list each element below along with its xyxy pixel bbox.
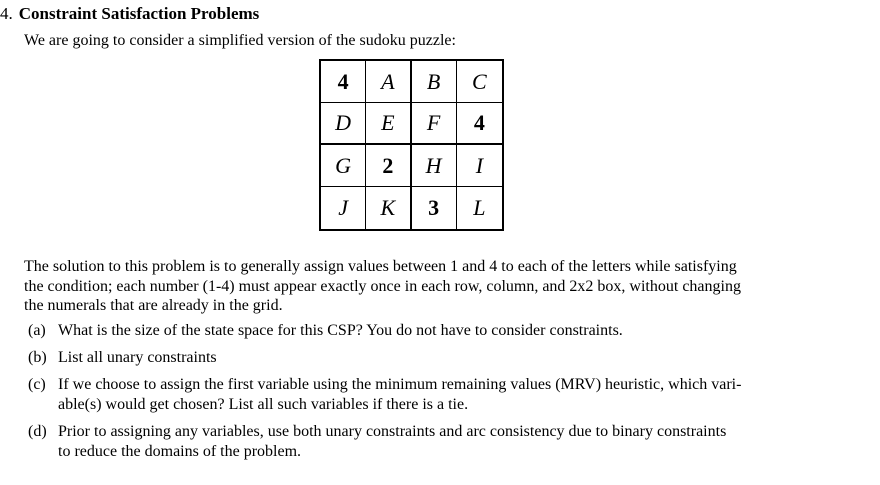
description-paragraph	[24, 257, 836, 316]
question-text: Prior to assigning any variables, use both unary constraints and arc consistency due to binary constraints	[58, 423, 727, 440]
problem-title: Constraint Satisfaction Problems	[18, 4, 260, 23]
question-text: to reduce the domains of the problem.	[58, 442, 302, 460]
question-label: (d)	[28, 423, 47, 440]
variable-cell: B	[412, 61, 457, 103]
variable-cell: D	[321, 103, 366, 145]
given-number-cell: 4	[321, 61, 366, 103]
intro-text: We are going to consider a simplified version of the sudoku puzzle:	[24, 32, 456, 49]
question-text: List all unary constraints	[58, 349, 217, 366]
variable-cell: I	[457, 145, 502, 187]
variable-cell: E	[366, 103, 411, 145]
question-label: (a)	[28, 322, 46, 339]
variable-cell: G	[321, 145, 366, 187]
given-number-cell: 4	[457, 103, 502, 145]
variable-cell: L	[473, 195, 486, 220]
variable-cell: A	[366, 61, 411, 103]
given-number-cell: 2	[366, 145, 411, 187]
problem-heading	[0, 4, 259, 24]
variable-cell: J	[321, 187, 366, 229]
variable-cell: K	[366, 187, 411, 229]
question-label: (b)	[28, 349, 47, 366]
variable-cell: C	[457, 61, 502, 103]
question-text: If we choose to assign the first variable using the minimum remaining values (MRV) heuristic, which vari-	[58, 376, 742, 393]
description-line: the condition; each number (1-4) must appear exactly once in each row, column, and 2x2 box, without changing	[24, 277, 741, 295]
description-line: The solution to this problem is to generally assign values between 1 and 4 to each of the letters while satisfying	[24, 258, 737, 275]
variable-cell: F	[412, 103, 457, 145]
variable-cell: H	[412, 145, 457, 187]
question-text: What is the size of the state space for this CSP? You do not have to consider constraints.	[58, 322, 623, 339]
sudoku-grid	[319, 59, 504, 231]
given-number-cell: 3	[412, 187, 457, 229]
question-label: (c)	[28, 376, 46, 393]
problem-number: 4.	[0, 4, 13, 23]
question-text: able(s) would get chosen? List all such variables if there is a tie.	[58, 395, 469, 413]
description-line: the numerals that are already in the grid.	[24, 297, 283, 314]
